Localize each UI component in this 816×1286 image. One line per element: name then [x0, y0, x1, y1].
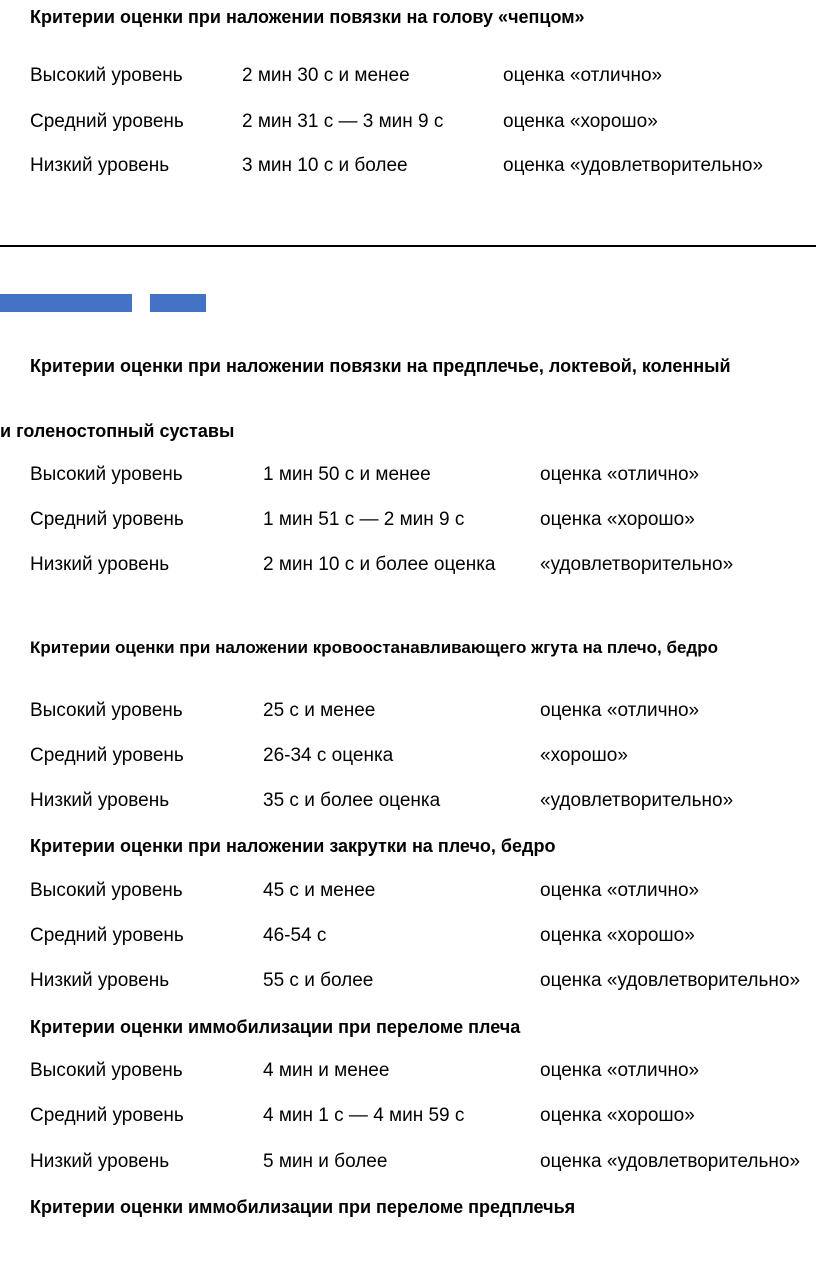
section-4-row-3-grade: оценка «удовлетворительно» — [540, 970, 801, 991]
section-5-row-3-grade: оценка «удовлетворительно» — [540, 1151, 801, 1172]
section-5-row-2-level: Средний уровень — [30, 1105, 184, 1126]
section-3-row-3-time: 35 с и более оценка — [263, 790, 441, 811]
section-3-row-1-time: 25 с и менее — [263, 700, 376, 721]
section-4-title: Критерии оценки при наложении закрутки на плечо, бедро — [30, 836, 556, 856]
section-3-row-3-grade: «удовлетворительно» — [540, 790, 734, 811]
section-3-row-2-grade: «хорошо» — [540, 745, 628, 766]
section-4-row-1-grade: оценка «отлично» — [540, 880, 700, 901]
section-2-row-2-time: 1 мин 51 с — 2 мин 9 с — [263, 509, 465, 530]
section-2-row-1-level: Высокий уровень — [30, 464, 183, 485]
section-5-row-3-time: 5 мин и более — [263, 1151, 388, 1172]
section-5-row-1-time: 4 мин и менее — [263, 1060, 390, 1081]
horizontal-divider — [0, 245, 816, 247]
section-2-row-3-grade: «удовлетворительно» — [540, 554, 734, 575]
section-3-row-1-grade: оценка «отлично» — [540, 700, 700, 721]
section-4-row-2-grade: оценка «хорошо» — [540, 925, 695, 946]
section-4-row-3-time: 55 с и более — [263, 970, 374, 991]
section-3-row-2-time: 26-34 с оценка — [263, 745, 394, 766]
section-5-row-3-level: Низкий уровень — [30, 1151, 170, 1172]
section-2-row-2-grade: оценка «хорошо» — [540, 509, 695, 530]
section-3-row-2-level: Средний уровень — [30, 745, 184, 766]
section-5-row-1-grade: оценка «отлично» — [540, 1060, 700, 1081]
section-1-row-1-grade: оценка «отлично» — [503, 65, 663, 86]
section-2-row-1-grade: оценка «отлично» — [540, 464, 700, 485]
section-3-title: Критерии оценки при наложении кровоостанавливающего жгута на плечо, бедро — [30, 638, 718, 657]
section-1-title: Критерии оценки при наложении повязки на голову «чепцом» — [30, 7, 585, 27]
section-4-row-2-time: 46-54 с — [263, 925, 327, 946]
section-1-row-2-time: 2 мин 31 с — 3 мин 9 с — [242, 111, 444, 132]
section-5-row-2-time: 4 мин 1 с — 4 мин 59 с — [263, 1105, 465, 1126]
section-5-row-2-grade: оценка «хорошо» — [540, 1105, 695, 1126]
accent-bar-short — [150, 294, 206, 312]
section-1-row-2-level: Средний уровень — [30, 111, 184, 132]
section-5-row-1-level: Высокий уровень — [30, 1060, 183, 1081]
section-1-row-3-time: 3 мин 10 с и более — [242, 155, 408, 176]
section-1-row-1-time: 2 мин 30 с и менее — [242, 65, 410, 86]
section-4-row-3-level: Низкий уровень — [30, 970, 170, 991]
section-5-title: Критерии оценки иммобилизации при переломе плеча — [30, 1017, 521, 1037]
section-2-title-line-1: Критерии оценки при наложении повязки на предплечье, локтевой, коленный — [30, 356, 731, 376]
section-4-row-1-level: Высокий уровень — [30, 880, 183, 901]
section-1-row-3-grade: оценка «удовлетворительно» — [503, 155, 764, 176]
section-2-row-1-time: 1 мин 50 с и менее — [263, 464, 431, 485]
section-1-row-1-level: Высокий уровень — [30, 65, 183, 86]
section-2-title-line-2: и голеностопный суставы — [0, 421, 235, 441]
section-2-row-3-time: 2 мин 10 с и более оценка — [263, 554, 496, 575]
section-1-row-3-level: Низкий уровень — [30, 155, 170, 176]
section-3-row-1-level: Высокий уровень — [30, 700, 183, 721]
section-3-row-3-level: Низкий уровень — [30, 790, 170, 811]
section-6-title: Критерии оценки иммобилизации при переломе предплечья — [30, 1197, 576, 1217]
section-1-row-2-grade: оценка «хорошо» — [503, 111, 658, 132]
section-4-row-1-time: 45 с и менее — [263, 880, 376, 901]
section-2-row-2-level: Средний уровень — [30, 509, 184, 530]
section-4-row-2-level: Средний уровень — [30, 925, 184, 946]
accent-bar-long — [0, 294, 132, 312]
section-2-row-3-level: Низкий уровень — [30, 554, 170, 575]
